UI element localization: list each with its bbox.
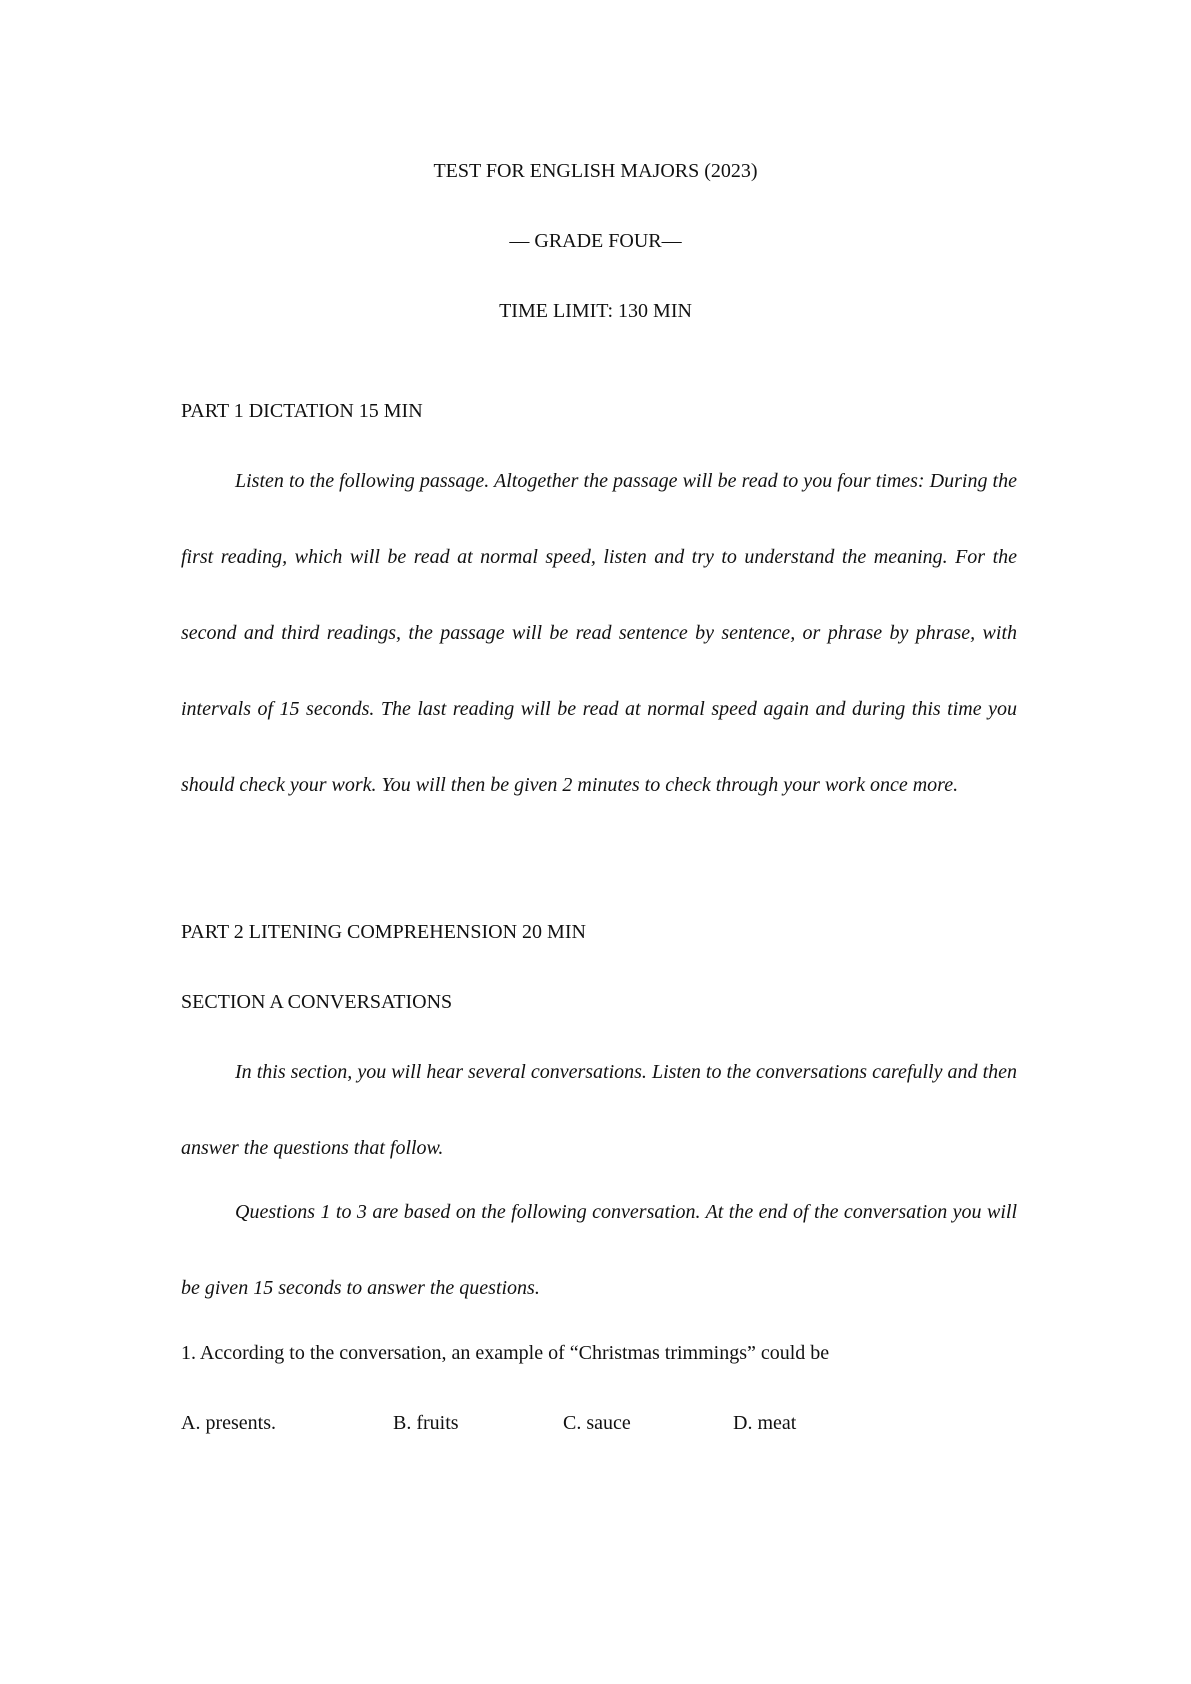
grade-line: — GRADE FOUR— bbox=[509, 230, 682, 252]
part1-instructions: Listen to the following passage. Altogether the passage will be read to you four times: During the first reading, which will be read at normal speed, listen and try to understand the meaning. For the second and third readings, the passage will be read sentence by sentence, or phrase by phrase, with intervals of 15 seconds. The last reading will be read at normal speed again and during this time you should check your work. You will then be given 2 minutes to check through your work once more. bbox=[181, 470, 1017, 796]
question-1-stem: 1. According to the conversation, an example of “Christmas trimmings” could be bbox=[181, 1342, 830, 1364]
section-a-instructions: In this section, you will hear several conversations. Listen to the conversations carefully and then answer the questions that follow. bbox=[181, 1061, 1017, 1159]
option-d: D. meat bbox=[733, 1412, 797, 1434]
time-limit: TIME LIMIT: 130 MIN bbox=[499, 300, 692, 322]
question-group-instructions: Questions 1 to 3 are based on the following conversation. At the end of the conversation you will be given 15 seconds to answer the questions. bbox=[181, 1201, 1017, 1299]
section-a-heading: SECTION A CONVERSATIONS bbox=[181, 991, 453, 1013]
option-c: C. sauce bbox=[563, 1412, 631, 1434]
exam-title: TEST FOR ENGLISH MAJORS (2023) bbox=[433, 160, 758, 182]
part1-heading: PART 1 DICTATION 15 MIN bbox=[181, 400, 423, 422]
option-b: B. fruits bbox=[393, 1412, 459, 1434]
part2-heading: PART 2 LITENING COMPREHENSION 20 MIN bbox=[181, 921, 586, 943]
option-a: A. presents. bbox=[181, 1412, 276, 1434]
